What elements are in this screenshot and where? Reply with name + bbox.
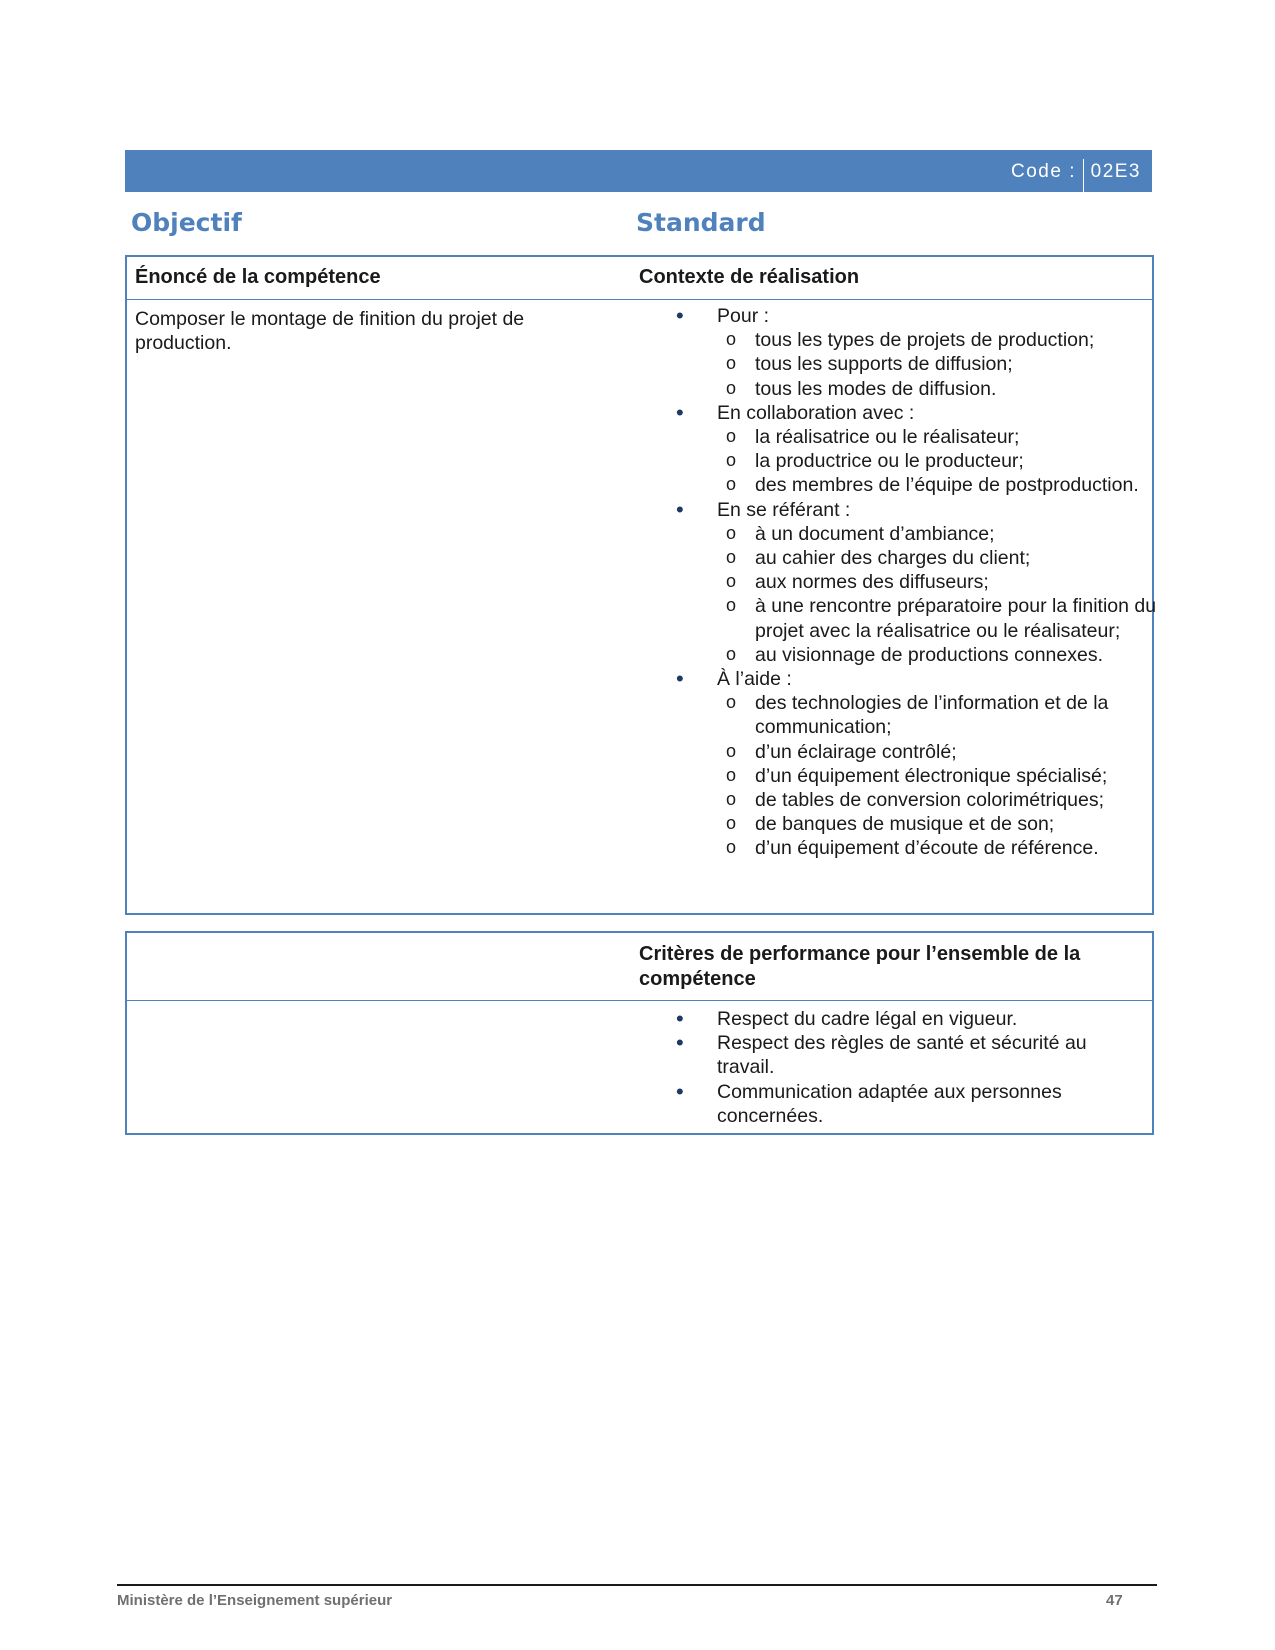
context-subitem: o de tables de conversion colorimétriques; xyxy=(717,788,1159,812)
context-bullet xyxy=(639,498,1159,667)
context-subitem: o tous les types de projets de production; xyxy=(717,328,1159,352)
code-bar xyxy=(125,150,1152,192)
enonce-header: Énoncé de la compétence xyxy=(135,266,381,288)
context-bullet-label: Pour : xyxy=(717,305,770,327)
criteria-item: • Respect du cadre légal en vigueur. xyxy=(639,1007,1129,1031)
criteria-bullets xyxy=(639,1007,1129,1128)
context-sublist xyxy=(717,328,1159,401)
context-bullets xyxy=(639,304,1159,861)
context-subitem: o tous les modes de diffusion. xyxy=(717,377,1159,401)
context-bullet xyxy=(639,401,1159,498)
competence-table xyxy=(125,255,1157,915)
code-label: Code : xyxy=(1011,161,1076,182)
standard-title: Standard xyxy=(636,208,766,237)
context-bullet-label: En collaboration avec : xyxy=(717,401,915,424)
context-subitem: o d’un équipement d’écoute de référence. xyxy=(717,836,1159,860)
context-bullet-label: À l’aide : xyxy=(717,668,792,691)
criteria-header: Critères de performance pour l’ensemble de la compétence xyxy=(639,943,1081,990)
context-subitem: o aux normes des diffuseurs; xyxy=(717,570,1159,594)
context-sublist xyxy=(717,691,1159,860)
context-subitem: o à un document d’ambiance; xyxy=(717,522,1159,546)
footer-ministry: Ministère de l’Enseignement supérieur xyxy=(117,1592,393,1609)
criteria-item: • Communication adaptée aux personnes concernées. xyxy=(639,1080,1129,1128)
context-subitem: o d’un éclairage contrôlé; xyxy=(717,740,1159,764)
context-sublist xyxy=(717,522,1159,667)
objectif-title: Objectif xyxy=(131,208,242,237)
context-subitem: o la productrice ou le producteur; xyxy=(717,449,1159,473)
context-sublist xyxy=(717,425,1159,498)
context-subitem: o la réalisatrice ou le réalisateur; xyxy=(717,425,1159,449)
context-subitem: o au cahier des charges du client; xyxy=(717,546,1159,570)
criteria-item: • Respect des règles de santé et sécurité au travail. xyxy=(639,1031,1129,1079)
context-subitem: o au visionnage de productions connexes. xyxy=(717,643,1159,667)
criteria-list xyxy=(639,1007,1129,1128)
context-subitem: o à une rencontre préparatoire pour la finition du projet avec la réalisatrice ou le réalisateur; xyxy=(717,594,1159,642)
context-bullet xyxy=(639,304,1159,401)
contexte-header: Contexte de réalisation xyxy=(639,266,860,288)
context-subitem: o d’un équipement électronique spécialisé; xyxy=(717,764,1159,788)
context-bullet-label: En se référant : xyxy=(717,498,851,521)
footer-rule xyxy=(117,1584,1157,1586)
page-number: 47 xyxy=(1106,1592,1123,1609)
context-bullet xyxy=(639,667,1159,861)
code-value: 02E3 xyxy=(1090,161,1141,182)
competence-statement: Composer le montage de finition du projet de production. xyxy=(135,308,525,355)
context-subitem: o tous les supports de diffusion; xyxy=(717,352,1159,376)
code-separator xyxy=(1083,159,1084,192)
context-list xyxy=(639,304,1159,861)
context-subitem: o des technologies de l’information et de la communication; xyxy=(717,691,1159,739)
criteria-table xyxy=(125,931,1154,1135)
context-subitem: o des membres de l’équipe de postproduction. xyxy=(717,473,1159,497)
context-subitem: o de banques de musique et de son; xyxy=(717,812,1159,836)
